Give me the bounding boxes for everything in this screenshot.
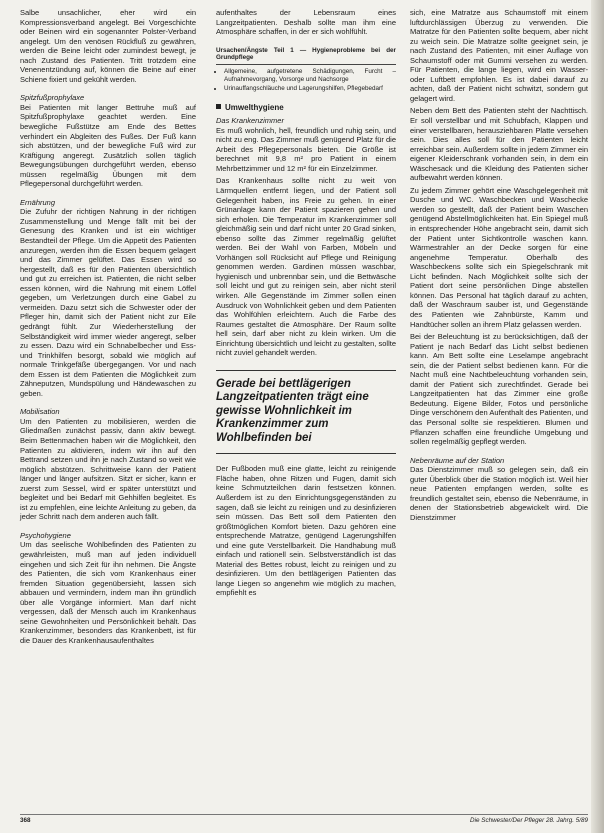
- subheading-nebenraeume: Nebenräume auf der Station: [410, 455, 505, 465]
- column-middle: [216, 8, 396, 598]
- paragraph-mobilisation: Um den Patienten zu mobilisieren, werden die Gliedmaßen zunächst passiv, dann aktiv bewegt. Beim Bettenmachen haben wir die Möglichkeit, den Patienten zu aktivieren, indem wir ihn auf den Bettrand setzen und ihn je nach Zustand so weit wie möglich abstützen. Schrittweise kann der Patient länger und länger aufsitzen. Sitzt er sicher, kann er zuerst zum Sessel, wird er später unterstützt und begleitet und bei Bedarf mit Gehhilfen begleitet. Es ist zu empfehlen, eine leichte Anleitung zu geben, da jeder Schritt nach dem anderen auch fällt.: [20, 416, 196, 522]
- square-bullet-icon: [216, 104, 221, 109]
- paragraph-spitzfuss: Bei Patienten mit langer Bettruhe muß auf Spitzfußprophylaxe geachtet werden. Eine bewegliche Fußstütze am Ende des Bettes verhindert ein Abgleiten des Fußes. Der Fuß kann sich abstützen, und der bewegliche Fuß wird zur Kräftigung angeregt. Zusätzlich sollen täglich Bewegungsübungen durchgeführt werden, ebenso müssen regelmäßig Übungen mit dem Pflegepersonal durchgeführt werden.: [20, 102, 196, 189]
- paragraph-nachttisch: Neben dem Bett des Patienten steht der Nachttisch. Er soll verstellbar und mit Schubfach, Klappen und einer verstellbaren, herausziehbaren Platte versehen sein. Dies alles soll für den Patienten leicht erreichbar sein. Außerdem sollte in jedem Zimmer ein eigener Kleiderschrank vorhanden sein, in dem ein Wäschesack und die Kleidung des Patienten sicher aufbewahrt werden können.: [410, 106, 588, 183]
- binding-shadow: [591, 0, 604, 833]
- paragraph-intro: Salbe unsachlicher, eher wird ein Kompressionsverband angelegt. Bei Vorgeschichte oder Beinen wird ein sogenannter Polster-Verband angelegt. Um den venösen Rückfluß zu gewähren, werden die Beine leicht oder zumindest bewegt, je nach Zustand des Patienten. Tritt trotzdem eine Venenentzündung auf, können die Beine auf einer Schiene fixiert und gekühlt werden.: [20, 8, 196, 84]
- paragraph-krankenzimmer-1: Es muß wohnlich, hell, freundlich und ruhig sein, und nicht zu eng. Das Zimmer muß genügend Platz für die Arbeit des Pflegepersonals bieten. Die Größe ist berechnet mit 9,8 m² pro Patient in einem Mehrbettzimmer und 12 m² für ein Einzelzimmer.: [216, 125, 396, 173]
- subheading-krankenzimmer: Das Krankenzimmer: [216, 116, 284, 126]
- page-footer: [20, 814, 588, 825]
- paragraph-krankenzimmer-2: Das Krankenhaus sollte nicht zu weit von Lärmquellen entfernt liegen, und der Patient soll Gelegenheit haben, ins Freie zu gehen. In einer Grünanlage kann der Patient spazieren gehen und sich erholen. Die Temperatur im Krankenzimmer soll gleichmäßig sein und darf nicht unter 20 Grad sinken, ebenso sollte das Zimmer regelmäßig gelüftet werden. Bei der Wahl von Farben, Möbeln und Vorhängen soll Rücksicht auf Pflege und Reinigung genommen werden. Gardinen müssen waschbar, hygienisch und unbrennbar sein, und die Bettwäsche soll leicht und gut zu reinigen sein, aber nicht steril wirken. Alle Gegenstände im Zimmer sollen einen Ausdruck von Wohnlichkeit geben und dem Patienten das Wohlfühlen erleichtern. Auch die Farbe des Raumes gestaltet die Atmosphäre. Der Raum sollte hell sein, darf aber nicht zu klein wirken. Um die Einrichtung übersichtlich und leicht zu gestalten, sollte nicht zuviel gehandelt werden.: [216, 176, 396, 358]
- section-heading: [216, 103, 396, 113]
- pull-quote: Gerade bei bettlägerigen Langzeitpatienten trägt eine gewisse Wohnlichkeit im Krankenzimmer zum Wohlbefinden bei: [216, 370, 396, 455]
- subheading-ernaehrung: Ernährung: [20, 197, 56, 207]
- paragraph-ernaehrung: Die Zufuhr der richtigen Nahrung in der richtigen Zusammenstellung und Menge fällt mit bei der Genesung des Kranken und ist ein wichtiger Bestandteil der Pflege. Um die Appetit des Patienten anzuregen, werden ihm die Essen bequem gelagert und das Zimmer gelüftet. Das Essen wird so hergestellt, daß es für den Patienten übersichtlich und gut zu erreichen ist. Patienten, die nicht selber essen können, wird die Nahrung mit einem Löffel gegeben, um Verletzungen durch eine Gabel zu vermeiden. Dazu setzt sich die Schwester oder der Pfleger hin, damit sich der Patient nicht zur Eile gedrängt fühlt. Zur Wiederherstellung der Selbständigkeit wird immer wieder angeregt, selber zu essen. Dazu wird ein Schnabelbecher und Ess- und Trinkhilfen besorgt, sobald wie möglich auf normale Trinkgefäße übergegangen. Vor und nach dem Essen ist dem Patienten die Möglichkeit zum Zähneputzen, Mundspülung und Händewaschen zu geben.: [20, 207, 196, 398]
- section-heading-text: Umwelthygiene: [225, 102, 284, 112]
- column-left: [20, 8, 196, 645]
- subheading-spitzfuss: Spitzfußprophylaxe: [20, 93, 85, 103]
- figure-box: [216, 47, 396, 93]
- page-number: 368: [20, 817, 31, 824]
- figure-title: Ursachen/Ängste Teil 1 — Hygieneprobleme bei der Grundpflege: [216, 47, 396, 66]
- figure-list: [216, 68, 396, 92]
- paragraph-nebenraeume: Das Dienstzimmer muß so gelegen sein, daß ein guter Überblick über die Station möglich ist. Weil hier neue Patienten empfangen werden, sollte es freundlich gestaltet sein, ebenso die Nebenräume, in denen der Stationsbetrieb abgewickelt wird. Die Dienstzimmer: [410, 465, 588, 522]
- subheading-mobilisation: Mobilisation: [20, 407, 60, 417]
- paragraph-matratze: sich, eine Matratze aus Schaumstoff mit einem luftdurchlässigen Überzug zu verwenden. Die Matratze für den Patienten sollte bequem, aber nicht zu weich sein. Die Matratze sollte geeignet sein, je nach Zustand des Patienten, mit einer Auflage von Schaumstoff oder mit Gummi versehen zu werden. Für Patienten, die lange liegen, wird ein Wasser- oder Luftbett empfohlen. Es ist dabei darauf zu achten, daß der Patient nicht schwitzt, sondern gut gelagert wird.: [410, 8, 588, 103]
- paragraph-krankenzimmer-3: Der Fußboden muß eine glatte, leicht zu reinigende Fläche haben, ohne Ritzen und Fugen, damit sich keine Schmutzteilchen darin festsetzen können. Außerdem ist zu den Einrichtungsgegenständen zu sagen, daß sie leicht zu reinigen und zu desinfizieren sein müssen. Das Bett soll dem Patienten den größtmöglichen Komfort bieten. Dazu gehören eine entsprechende Matratze, genügend Lagerungshilfen und eine gute Verstellbarkeit. Die Handhabung muß einfach und rationell sein. Selbstverständlich ist das Material des Bettes robust, leicht zu reinigen und zu desinfizieren. Um den bettlägerigen Patienten das lange Liegen so angenehm wie möglich zu machen, empfiehlt es: [216, 464, 396, 598]
- subheading-psychohygiene: Psychohygiene: [20, 530, 71, 540]
- paragraph-psychohygiene: Um das seelische Wohlbefinden des Patienten zu gewährleisten, muß man auf jeden individuell eingehen und sich Zeit für ihn nehmen. Die Ängste des Patienten, die sich vom Krankenhaus einer fremden Situation gegenübersieht, lassen sich abbauen und vermindern, indem man ihn gründlich über alle Vorgänge informiert. Man darf nicht vergessen, daß der Mensch auch im Krankenhaus seine Gewohnheiten und Persönlichkeit behält. Das Krankenzimmer, besonders das Krankenbett, ist für die Dauer des Krankenhausaufenthaltes: [20, 540, 196, 645]
- figure-item: • Urinauffangschläuche und Lagerungshilfen, Pflegebedarf: [224, 85, 396, 93]
- journal-reference: Die Schwester/Der Pfleger 28. Jahrg. 5/89: [470, 817, 588, 824]
- column-right: [410, 8, 588, 522]
- figure-item: • Allgemeine, aufgetretene Schädigungen, Furcht – Aufnahmevorgang, Vorsorge und Nachsorge: [224, 68, 396, 84]
- paragraph-waschgelegenheit: Zu jedem Zimmer gehört eine Waschgelegenheit mit Dusche und WC. Waschbecken und Waschecke werden so gestellt, daß der Patient beim Waschen genügend Abstellmöglichkeiten hat. Ein Spiegel muß in entsprechender Höhe angebracht sein, damit sich der Patient unter Sichtkontrolle waschen kann. Wärmestrahler an der Decke sorgen für eine angenehme Temperatur. Oberhalb des Waschbeckens sollte sich ein Spiegelschrank mit Licht befinden. Nach Möglichkeit sollte sich der Patient dort seine persönlichen Dinge abstellen können. Das Personal hat täglich darauf zu achten, daß der Waschraum sauber ist, und Gegenstände des Patienten wie Zahnbürste, Kamm und Handtücher sollen an ihrem Platz gelassen werden.: [410, 185, 588, 329]
- paragraph-intro: aufenthaltes der Lebensraum eines Langzeitpatienten. Deshalb sollte man ihm eine Atmosphäre schaffen, in der er sich wohlfühlt.: [216, 8, 396, 37]
- paragraph-beleuchtung: Bei der Beleuchtung ist zu berücksichtigen, daß der Patient je nach Bedarf das Licht selbst bedienen kann. Am Bett sollte eine Leselampe angebracht sein, die der Patient selbst bedienen kann. Für die Nacht muß eine Nachtbeleuchtung vorhanden sein, damit der Patient sich zurechtfindet. Gerade bei Langzeitpatienten hat das Zimmer eine große Bedeutung. Eigene Bilder, Fotos und persönliche Dinge verschönern den Aufenthalt des Patienten, und das Personal sollte sie respektieren. Blumen und Pflanzen schaffen eine freundliche Umgebung und sollen regelmäßig gepflegt werden.: [410, 332, 588, 447]
